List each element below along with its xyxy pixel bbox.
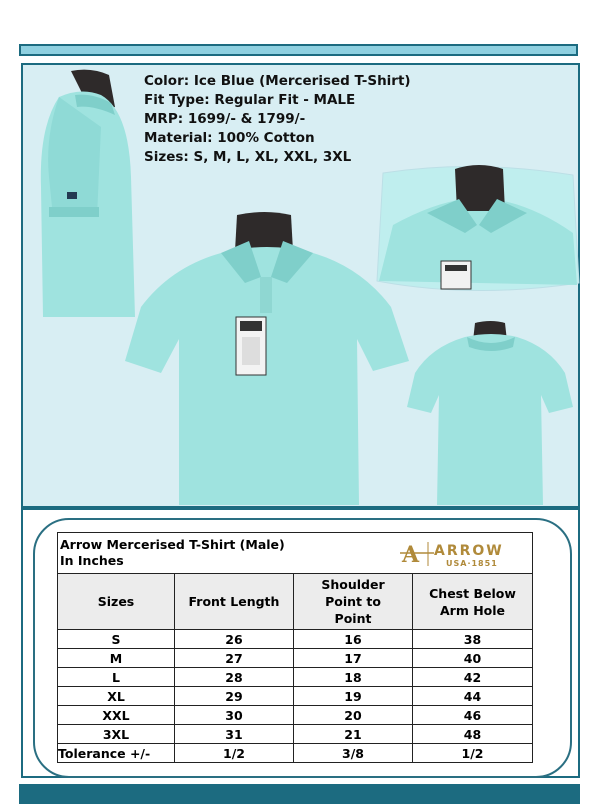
size-chart-title: Arrow Mercerised T-Shirt (Male) — [60, 537, 285, 552]
cell-shoulder: 19 — [294, 687, 413, 706]
svg-text:A: A — [402, 542, 420, 568]
cell-size: XL — [58, 687, 175, 706]
table-row — [58, 706, 533, 725]
cell-chest: 42 — [413, 668, 533, 687]
size-chart-title-cell — [58, 533, 533, 574]
front-view-shirt-image — [121, 211, 413, 507]
cell-size: S — [58, 630, 175, 649]
table-row — [58, 649, 533, 668]
cell-shoulder: 3/8 — [294, 744, 413, 763]
spec-color: Color: Ice Blue (Mercerised T-Shirt) — [144, 73, 411, 89]
header-shoulder: Shoulder Point to Point — [294, 574, 413, 630]
tolerance-row — [58, 744, 533, 763]
cell-front-length: 26 — [175, 630, 294, 649]
cell-size: M — [58, 649, 175, 668]
cell-shoulder: 17 — [294, 649, 413, 668]
cell-chest: 40 — [413, 649, 533, 668]
back-view-shirt-image — [405, 321, 575, 507]
cell-size: 3XL — [58, 725, 175, 744]
cell-size: L — [58, 668, 175, 687]
header-front-length: Front Length — [175, 574, 294, 630]
size-chart-unit: In Inches — [60, 553, 124, 568]
cell-front-length: 27 — [175, 649, 294, 668]
cell-shoulder: 18 — [294, 668, 413, 687]
spec-sizes: Sizes: S, M, L, XL, XXL, 3XL — [144, 149, 352, 165]
arrow-brand-logo — [400, 539, 528, 569]
cell-front-length: 30 — [175, 706, 294, 725]
header-sizes: Sizes — [58, 574, 175, 630]
brand-name: ARROW — [434, 543, 504, 559]
top-banner-bar — [19, 44, 578, 56]
table-row — [58, 668, 533, 687]
brand-subtitle: USA·1851 — [446, 559, 498, 568]
cell-front-length: 28 — [175, 668, 294, 687]
cell-chest: 44 — [413, 687, 533, 706]
cell-shoulder: 20 — [294, 706, 413, 725]
cell-chest: 38 — [413, 630, 533, 649]
table-row — [58, 630, 533, 649]
cell-chest: 48 — [413, 725, 533, 744]
size-chart-header-row — [58, 574, 533, 630]
table-row — [58, 687, 533, 706]
size-chart-panel — [21, 508, 580, 778]
bottom-banner-bar — [19, 784, 580, 804]
spec-material: Material: 100% Cotton — [144, 130, 315, 146]
cell-chest: 1/2 — [413, 744, 533, 763]
spec-mrp: MRP: 1699/- & 1799/- — [144, 111, 306, 127]
product-specs — [144, 72, 411, 167]
header-chest: Chest Below Arm Hole — [413, 574, 533, 630]
cell-chest: 46 — [413, 706, 533, 725]
table-row — [58, 725, 533, 744]
cell-shoulder: 16 — [294, 630, 413, 649]
cell-shoulder: 21 — [294, 725, 413, 744]
size-chart-table — [57, 532, 533, 763]
spec-fit: Fit Type: Regular Fit - MALE — [144, 92, 356, 108]
cell-front-length: 31 — [175, 725, 294, 744]
cell-front-length: 29 — [175, 687, 294, 706]
cell-front-length: 1/2 — [175, 744, 294, 763]
product-photo-panel — [21, 63, 580, 508]
cell-size: XXL — [58, 706, 175, 725]
cell-tolerance-label: Tolerance +/- — [58, 744, 175, 763]
